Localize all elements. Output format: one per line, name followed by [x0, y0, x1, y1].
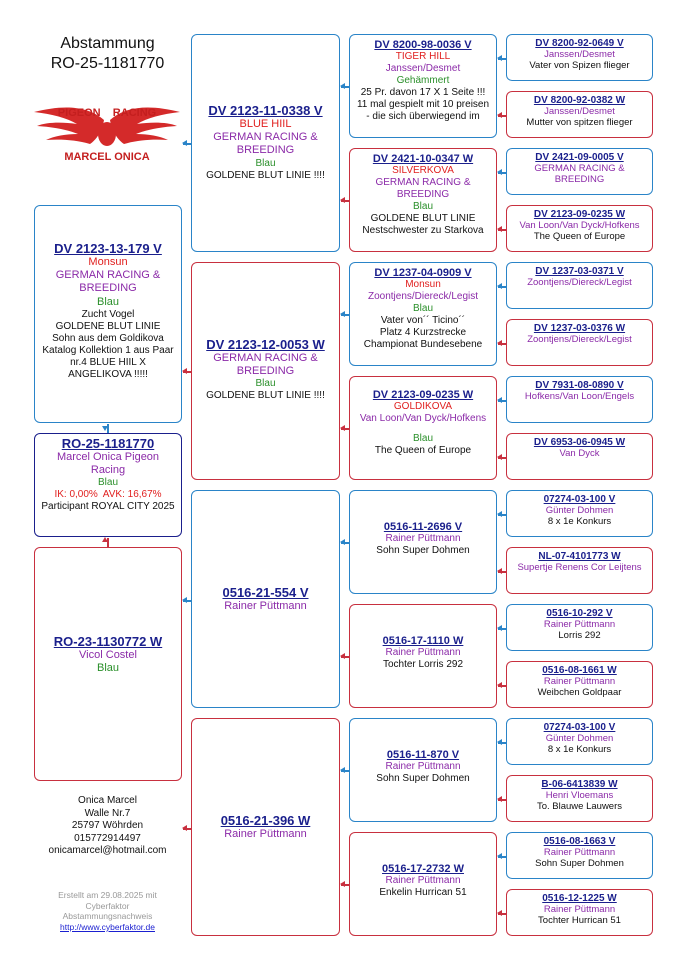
- arrow-left-icon: [340, 881, 345, 887]
- fff-name: TIGER HILL: [395, 51, 451, 62]
- great-grandparent-breeder: Rainer Püttmann: [543, 619, 616, 630]
- footer-created: Erstellt am 29.08.2025 mit: [58, 890, 157, 900]
- fmm-breeder: Van Loon/Van Dyck/Hofkens: [359, 413, 487, 424]
- arrow-left-icon: [340, 653, 345, 659]
- logo-line1: PIGEON RACING: [57, 107, 157, 119]
- great-grandparent-card[interactable]: [506, 376, 653, 423]
- mmm-card[interactable]: [349, 832, 497, 936]
- mmm-note: Enkelin Hurrican 51: [379, 887, 467, 898]
- father-ring[interactable]: DV 2123-13-179 V: [54, 241, 162, 256]
- arrow-left-icon: [497, 169, 502, 175]
- arrow-left-icon: [497, 454, 502, 460]
- great-grandparent-ring[interactable]: NL-07-4101773 W: [538, 551, 621, 562]
- subject-color: Blau: [97, 477, 118, 489]
- footer: [20, 890, 195, 933]
- arrow-left-icon: [497, 55, 502, 61]
- fmm-color: Blau: [412, 433, 433, 444]
- great-grandparent-note: 8 x 1e Konkurs: [547, 516, 612, 528]
- footer-link[interactable]: http://www.cyberfaktor.de: [60, 921, 155, 932]
- arrow-left-icon: [182, 368, 187, 374]
- mmf-breeder: Rainer Püttmann: [385, 761, 461, 772]
- great-grandparent-card[interactable]: [506, 205, 653, 252]
- great-grandparent-note: Lorris 292: [558, 630, 601, 642]
- arrow-left-icon: [497, 340, 502, 346]
- great-grandparent-card[interactable]: [506, 34, 653, 81]
- arrow-left-icon: [497, 397, 502, 403]
- arrow-left-icon: [497, 625, 502, 631]
- owner-address: [20, 795, 195, 858]
- great-grandparent-breeder: Günter Dohmen: [545, 505, 614, 516]
- great-grandparent-card[interactable]: [506, 91, 653, 138]
- mm-ring[interactable]: 0516-21-396 W: [220, 813, 311, 828]
- fff-note: - die sich überwiegend im: [366, 111, 480, 122]
- mfm-breeder: Rainer Püttmann: [385, 647, 461, 658]
- ffm-color: Blau: [412, 201, 433, 212]
- great-grandparent-ring[interactable]: 0516-10-292 V: [546, 608, 613, 619]
- mm-breeder: Rainer Püttmann: [224, 828, 307, 840]
- great-grandparent-card[interactable]: [506, 490, 653, 537]
- arrow-down-icon: [102, 426, 108, 431]
- great-grandparent-breeder: Rainer Püttmann: [543, 847, 616, 858]
- fm-card[interactable]: [191, 262, 340, 480]
- subject-ring[interactable]: RO-25-1181770: [61, 436, 155, 451]
- great-grandparent-note: Tochter Hurrican 51: [538, 915, 621, 927]
- great-grandparent-breeder: Janssen/Desmet: [544, 106, 615, 117]
- ffm-note: GOLDENE BLUT LINIE: [370, 213, 476, 224]
- arrow-left-icon: [497, 568, 502, 574]
- fmm-name: GOLDIKOVA: [393, 401, 453, 412]
- subject-stats: IK: 0,00% AVK: 16,67%: [54, 489, 162, 501]
- arrow-left-icon: [497, 511, 502, 517]
- arrow-left-icon: [182, 597, 187, 603]
- owner-street: Walle Nr.7: [84, 807, 131, 819]
- father-note: GOLDENE BLUT LINIE: [55, 320, 161, 332]
- pedigree-title: Abstammung: [60, 35, 155, 52]
- arrow-left-icon: [340, 311, 345, 317]
- arrow-left-icon: [497, 739, 502, 745]
- great-grandparent-ring[interactable]: 0516-08-1663 V: [543, 836, 616, 847]
- great-grandparent-ring[interactable]: DV 1237-03-0371 V: [535, 266, 624, 277]
- fff-ring[interactable]: DV 8200-98-0036 V: [374, 39, 472, 51]
- subject-card[interactable]: [34, 433, 182, 537]
- footer-app: Cyberfaktor: [85, 900, 130, 911]
- fm-breeder: GERMAN RACING & BREEDING: [213, 352, 318, 378]
- fmf-card[interactable]: [349, 262, 497, 366]
- fmf-name: Monsun: [405, 279, 441, 290]
- ff-ring[interactable]: DV 2123-11-0338 V: [208, 103, 323, 118]
- fff-note: 25 Pr. davon 17 X 1 Seite !!!: [360, 87, 486, 98]
- ff-name: BLUE HIIL: [239, 118, 292, 130]
- great-grandparent-card[interactable]: [506, 718, 653, 765]
- great-grandparent-card[interactable]: [506, 262, 653, 309]
- ffm-note: Nestschwester zu Starkova: [362, 225, 484, 236]
- great-grandparent-card[interactable]: [506, 889, 653, 936]
- great-grandparent-ring[interactable]: DV 2123-09-0235 W: [533, 209, 626, 220]
- owner-city: 25797 Wöhrden: [71, 820, 144, 831]
- owner-name: Onica Marcel: [78, 795, 137, 806]
- great-grandparent-breeder: Janssen/Desmet: [544, 49, 615, 60]
- great-grandparent-note: To. Blauwe Lauwers: [536, 801, 623, 813]
- logo-line2: MARCEL ONICA: [64, 151, 150, 163]
- arrow-left-icon: [497, 283, 502, 289]
- father-name: Monsun: [88, 256, 128, 268]
- great-grandparent-ring[interactable]: DV 8200-92-0382 W: [533, 95, 626, 106]
- father-note: Sohn aus dem Goldikova: [52, 332, 164, 344]
- great-grandparent-note: Sohn Super Dohmen: [535, 858, 624, 870]
- fmf-breeder: Zoontjens/Diereck/Legist: [367, 291, 479, 302]
- arrow-left-icon: [340, 539, 345, 545]
- arrow-up-icon: [102, 537, 108, 542]
- great-grandparent-ring[interactable]: DV 7931-08-0890 V: [535, 380, 624, 391]
- mff-breeder: Rainer Püttmann: [385, 533, 461, 544]
- fm-ring[interactable]: DV 2123-12-0053 W: [206, 337, 325, 352]
- great-grandparent-card[interactable]: [506, 832, 653, 879]
- mf-card[interactable]: [191, 490, 340, 708]
- great-grandparent-note: The Queen of Europe: [533, 231, 626, 243]
- fmm-card[interactable]: [349, 376, 497, 480]
- fmf-note: Platz 4 Kurzstrecke: [379, 327, 467, 338]
- great-grandparent-ring[interactable]: DV 8200-92-0649 V: [535, 38, 624, 49]
- mf-ring[interactable]: 0516-21-554 V: [222, 585, 309, 600]
- great-grandparent-breeder: Henri Vloemans: [545, 790, 614, 801]
- fmf-note: Vater von´´ Ticino´´: [380, 315, 466, 326]
- great-grandparent-card[interactable]: [506, 319, 653, 366]
- great-grandparent-breeder: Zoontjens/Diereck/Legist: [527, 277, 632, 288]
- father-note: Zucht Vogel: [81, 308, 135, 320]
- great-grandparent-ring[interactable]: 07274-03-100 V: [543, 494, 616, 505]
- great-grandparent-note: Mutter von spitzen flieger: [526, 117, 633, 129]
- ff-card[interactable]: [191, 34, 340, 252]
- arrow-left-icon: [497, 682, 502, 688]
- mff-note: Sohn Super Dohmen: [376, 545, 470, 556]
- great-grandparent-ring[interactable]: 0516-08-1661 W: [542, 665, 617, 676]
- great-grandparent-card[interactable]: [506, 775, 653, 822]
- arrow-left-icon: [340, 425, 345, 431]
- ffm-name: SILVERKOVA: [392, 165, 454, 176]
- great-grandparent-breeder: Rainer Püttmann: [543, 676, 616, 687]
- owner-email: onicamarcel@hotmail.com: [48, 845, 167, 856]
- arrow-left-icon: [497, 853, 502, 859]
- great-grandparent-ring[interactable]: DV 1237-03-0376 W: [533, 323, 626, 334]
- arrow-left-icon: [340, 767, 345, 773]
- great-grandparent-breeder: Rainer Püttmann: [543, 904, 616, 915]
- mmm-ring[interactable]: 0516-17-2732 W: [382, 863, 464, 875]
- mmm-breeder: Rainer Püttmann: [385, 875, 461, 886]
- great-grandparent-breeder: Van Loon/Van Dyck/Hofkens: [519, 220, 640, 231]
- great-grandparent-breeder: Günter Dohmen: [545, 733, 614, 744]
- great-grandparent-note: Vater von Spizen flieger: [529, 60, 630, 72]
- fm-color: Blau: [255, 378, 276, 390]
- arrow-left-icon: [497, 796, 502, 802]
- father-card[interactable]: [34, 205, 182, 423]
- subject-owner: Marcel Onica Pigeon Racing: [56, 451, 160, 477]
- fmf-note: Championat Bundesebene: [363, 339, 483, 350]
- arrow-left-icon: [497, 112, 502, 118]
- mmf-card[interactable]: [349, 718, 497, 822]
- fff-color: Gehämmert: [396, 75, 450, 86]
- mff-ring[interactable]: 0516-11-2696 V: [383, 521, 463, 533]
- mmf-ring[interactable]: 0516-11-870 V: [386, 749, 460, 761]
- subject-note: Participant ROYAL CITY 2025: [41, 501, 175, 513]
- owner-phone: 015772914497: [74, 832, 141, 844]
- ff-color: Blau: [255, 157, 276, 169]
- great-grandparent-card[interactable]: [506, 661, 653, 708]
- mfm-card[interactable]: [349, 604, 497, 708]
- ffm-card[interactable]: [349, 148, 497, 252]
- great-grandparent-breeder: Zoontjens/Diereck/Legist: [527, 334, 632, 345]
- ffm-ring[interactable]: DV 2421-10-0347 W: [372, 153, 474, 165]
- great-grandparent-ring[interactable]: 0516-12-1225 W: [542, 893, 617, 904]
- fmm-ring[interactable]: DV 2123-09-0235 W: [372, 389, 474, 401]
- great-grandparent-note: Weibchen Goldpaar: [537, 687, 622, 699]
- ffm-breeder: GERMAN RACING & BREEDING: [375, 177, 471, 200]
- arrow-left-icon: [340, 83, 345, 89]
- mm-card[interactable]: [191, 718, 340, 936]
- great-grandparent-note: 8 x 1e Konkurs: [547, 744, 612, 756]
- great-grandparent-card[interactable]: [506, 547, 653, 594]
- mother-ring[interactable]: RO-23-1130772 W: [53, 634, 163, 649]
- mf-breeder: Rainer Püttmann: [224, 600, 307, 612]
- great-grandparent-breeder: Supertje Renens Cor Leijtens: [517, 562, 642, 573]
- great-grandparent-card[interactable]: [506, 148, 653, 195]
- great-grandparent-breeder: GERMAN RACING & BREEDING: [534, 163, 625, 186]
- arrow-left-icon: [340, 197, 345, 203]
- mother-card[interactable]: [34, 547, 182, 781]
- pedigree-ring: RO-25-1181770: [50, 55, 165, 72]
- great-grandparent-card[interactable]: [506, 604, 653, 651]
- fff-card[interactable]: [349, 34, 497, 138]
- father-note: nr.4 BLUE HIIL X: [70, 356, 146, 368]
- father-color: Blau: [96, 295, 120, 308]
- arrow-left-icon: [497, 910, 502, 916]
- great-grandparent-ring[interactable]: B-06-6413839 W: [541, 779, 618, 790]
- mff-card[interactable]: [349, 490, 497, 594]
- fmf-ring[interactable]: DV 1237-04-0909 V: [374, 267, 472, 279]
- ff-breeder: GERMAN RACING & BREEDING: [213, 131, 318, 157]
- great-grandparent-breeder: Hofkens/Van Loon/Engels: [524, 391, 635, 402]
- mother-breeder: Vicol Costel: [79, 649, 137, 661]
- great-grandparent-ring[interactable]: DV 2421-09-0005 V: [535, 152, 624, 163]
- father-breeder: GERMAN RACING & BREEDING: [55, 269, 161, 295]
- father-note: Katalog Kollektion 1 aus Paar: [42, 344, 174, 356]
- fff-breeder: Janssen/Desmet: [385, 63, 461, 74]
- arrow-left-icon: [497, 226, 502, 232]
- footer-doc: Abstammungsnachweis: [62, 911, 153, 922]
- mfm-ring[interactable]: 0516-17-1110 W: [382, 635, 464, 647]
- fm-note: GOLDENE BLUT LINIE !!!!: [206, 390, 325, 402]
- fmf-color: Blau: [412, 303, 433, 314]
- great-grandparent-card[interactable]: [506, 433, 653, 480]
- mfm-note: Tochter Lorris 292: [382, 659, 464, 670]
- fmm-note: The Queen of Europe: [374, 445, 472, 456]
- mother-color: Blau: [96, 662, 120, 675]
- great-grandparent-breeder: Van Dyck: [559, 448, 600, 459]
- fff-note: 11 mal gespielt mit 10 preisen: [356, 99, 490, 110]
- arrow-left-icon: [182, 140, 187, 146]
- great-grandparent-ring[interactable]: 07274-03-100 V: [543, 722, 616, 733]
- great-grandparent-ring[interactable]: DV 6953-06-0945 W: [533, 437, 626, 448]
- mmf-note: Sohn Super Dohmen: [376, 773, 470, 784]
- father-note: ANGELIKOVA !!!!!: [68, 368, 148, 380]
- ff-note: GOLDENE BLUT LINIE !!!!: [206, 169, 325, 181]
- logo: [32, 100, 182, 170]
